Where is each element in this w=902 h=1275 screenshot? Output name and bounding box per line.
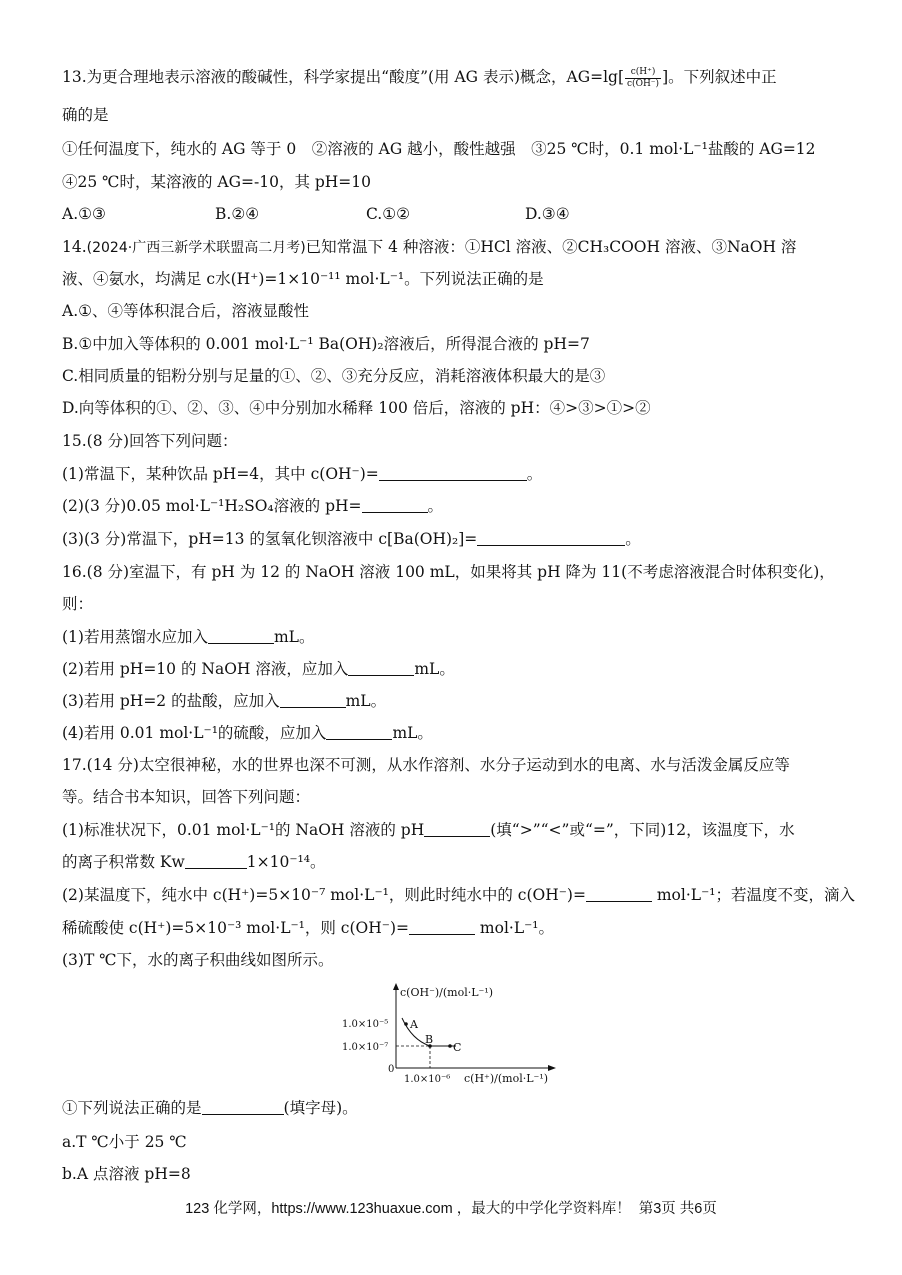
q17-part2-end: mol·L⁻¹。	[474, 919, 555, 937]
q14-source: (2024·广西三新学术联盟高二月考)	[86, 240, 306, 256]
point-b-label: B	[425, 1033, 434, 1046]
footer-site-text[interactable]: 123 化学网，https://www.123huaxue.com ，最大的中学化学资料库！	[185, 1201, 631, 1217]
x-axis-label: c(H⁺)/(mol·L⁻¹)	[464, 1072, 549, 1085]
answer-blank[interactable]	[202, 1100, 284, 1115]
q13-option-b[interactable]: B.②④	[215, 205, 260, 223]
point-a-label: A	[410, 1018, 418, 1031]
q14-option-a[interactable]: A.①、④等体积混合后，溶液显酸性	[62, 302, 310, 320]
q16-part2-unit: mL。	[414, 660, 455, 678]
y-tick-label-1: 1.0×10⁻⁵	[342, 1019, 389, 1030]
q16-part4-unit: mL。	[392, 724, 433, 742]
q16-stem-line2: 则：	[62, 595, 94, 613]
q16-part2	[62, 658, 455, 680]
q15-part2	[62, 495, 443, 517]
q13-option-c[interactable]: C.①②	[366, 205, 411, 223]
q15-part1-end: 。	[526, 465, 543, 483]
q17-part1-text-cont: (填“>”“<”或“=”，下同)12，该温度下，水	[490, 821, 795, 839]
q17-stem-line2: 等。结合书本知识，回答下列问题：	[62, 788, 311, 806]
q17-sub1-text: ①下列说法正确的是	[62, 1099, 202, 1117]
q14-option-b[interactable]: B.①中加入等体积的 0.001 mol·L⁻¹ Ba(OH)₂溶液后，所得混合液的 pH=7	[62, 335, 590, 353]
q14-option-c[interactable]: C.相同质量的铝粉分别与足量的①、②、③充分反应，消耗溶液体积最大的是③	[62, 367, 606, 385]
q17-part2-line2	[62, 917, 554, 939]
q13-stem-text-end: ]。下列叙述中正	[662, 68, 777, 86]
q17-part2-line1	[62, 884, 855, 906]
q17-stem-line1: 17.(14 分)太空很神秘，水的世界也深不可测，从水作溶剂、水分子运动到水的电离、水与活泼金属反应等	[62, 756, 790, 774]
answer-blank[interactable]	[477, 531, 625, 546]
answer-blank[interactable]	[362, 498, 428, 513]
q17-part1-end: 1×10⁻¹⁴。	[246, 853, 326, 871]
q14-option-d[interactable]: D.向等体积的①、②、③、④中分别加水稀释 100 倍后，溶液的 pH：④>③>①>②	[62, 399, 651, 417]
x-axis-arrow-icon	[548, 1065, 556, 1071]
page-footer	[0, 1197, 902, 1218]
q17-part3: (3)T ℃下，水的离子积曲线如图所示。	[62, 951, 334, 969]
q17-sub1-end: (填字母)。	[283, 1099, 358, 1117]
q17-part1-line2	[62, 851, 325, 873]
answer-blank[interactable]	[348, 661, 414, 676]
q17-sub1	[62, 1097, 358, 1119]
q17-part1-kw: 的离子积常数 Kw	[62, 853, 185, 871]
q16-part1	[62, 626, 314, 648]
answer-blank[interactable]	[185, 854, 247, 869]
q17-part2-text-cont: mol·L⁻¹；若温度不变，滴入	[651, 886, 855, 904]
y-axis-label: c(OH⁻)/(mol·L⁻¹)	[400, 986, 494, 999]
q15-part1	[62, 463, 542, 485]
q17-part2-text2: 稀硫酸使 c(H⁺)=5×10⁻³ mol·L⁻¹，则 c(OH⁻)=	[62, 919, 409, 937]
y-tick-label-2: 1.0×10⁻⁷	[342, 1042, 389, 1053]
q15-part2-text: (2)(3 分)0.05 mol·L⁻¹H₂SO₄溶液的 pH=	[62, 497, 362, 515]
footer-page-number: 第3页 共6页	[638, 1201, 717, 1217]
q14-stem-line1	[62, 236, 796, 259]
q17-part1-line1	[62, 819, 795, 841]
q14-stem-text: 已知常温下 4 种溶液：①HCl 溶液、②CH₃COOH 溶液、③NaOH 溶	[305, 238, 797, 256]
q17-part1-text: (1)标准状况下，0.01 mol·L⁻¹的 NaOH 溶液的 pH	[62, 821, 425, 839]
q15-part3-end: 。	[625, 530, 641, 548]
q13-stem-line2: 确的是	[62, 106, 109, 124]
q16-part3	[62, 690, 386, 712]
q16-part4-text: (4)若用 0.01 mol·L⁻¹的硫酸，应加入	[62, 724, 327, 742]
q15-part1-text: (1)常温下，某种饮品 pH=4，其中 c(OH⁻)=	[62, 465, 379, 483]
y-axis-arrow-icon	[393, 983, 399, 990]
q13-statements-line: ①任何温度下，纯水的 AG 等于 0 ②溶液的 AG 越小，酸性越强 ③25 ℃时，0.1 mol·L⁻¹盐酸的 AG=12	[62, 140, 816, 158]
q17-part2-text: (2)某温度下，纯水中 c(H⁺)=5×10⁻⁷ mol·L⁻¹，则此时纯水中的 c(OH⁻)=	[62, 886, 586, 904]
answer-blank[interactable]	[326, 725, 392, 740]
x-tick-label: 1.0×10⁻⁶	[404, 1074, 451, 1085]
ion-product-graph	[330, 980, 580, 1090]
q13-option-a[interactable]: A.①③	[62, 205, 106, 223]
q16-part4	[62, 722, 433, 744]
q14-stem-line2: 液、④氨水，均满足 c水(H⁺)=1×10⁻¹¹ mol·L⁻¹。下列说法正确的是	[62, 270, 544, 288]
answer-blank[interactable]	[424, 822, 490, 837]
q13-stem-line1	[62, 66, 777, 90]
point-c-marker	[448, 1044, 452, 1048]
fraction-denominator: c(OH⁻)	[627, 78, 660, 89]
q16-part2-text: (2)若用 pH=10 的 NaOH 溶液，应加入	[62, 660, 349, 678]
q13-option-d[interactable]: D.③④	[525, 205, 570, 223]
q15-title: 15.(8 分)回答下列问题：	[62, 432, 238, 450]
answer-blank[interactable]	[409, 920, 475, 935]
point-c-label: C	[453, 1041, 462, 1054]
q17-option-b[interactable]: b.A 点溶液 pH=8	[62, 1165, 191, 1183]
q15-part3-text: (3)(3 分)常温下，pH=13 的氢氧化钡溶液中 c[Ba(OH)₂]=	[62, 530, 478, 548]
ag-fraction	[625, 67, 661, 90]
q15-part2-end: 。	[427, 497, 444, 515]
q16-stem-line1: 16.(8 分)室温下，有 pH 为 12 的 NaOH 溶液 100 mL，如果将其 pH 降为 11(不考虑溶液混合时体积变化)，	[62, 563, 835, 581]
q16-part3-unit: mL。	[345, 692, 387, 710]
q17-option-a[interactable]: a.T ℃小于 25 ℃	[62, 1133, 187, 1151]
q13-stem-text: 13.为更合理地表示溶液的酸碱性，科学家提出“酸度”(用 AG 表示)概念，AG=lg[	[62, 68, 625, 86]
origin-label: 0	[388, 1064, 395, 1075]
answer-blank[interactable]	[379, 466, 527, 481]
q15-part3	[62, 528, 641, 550]
q16-part1-text: (1)若用蒸馏水应加入	[62, 628, 208, 646]
q16-part1-unit: mL。	[273, 628, 315, 646]
answer-blank[interactable]	[280, 693, 346, 708]
point-a-marker	[404, 1022, 408, 1026]
q16-part3-text: (3)若用 pH=2 的盐酸，应加入	[62, 692, 280, 710]
q13-statement-4: ④25 ℃时，某溶液的 AG=-10，其 pH=10	[62, 173, 372, 191]
answer-blank[interactable]	[586, 887, 652, 902]
q14-number: 14.	[62, 238, 87, 256]
answer-blank[interactable]	[208, 629, 274, 644]
fraction-numerator: c(H⁺)	[625, 67, 661, 79]
